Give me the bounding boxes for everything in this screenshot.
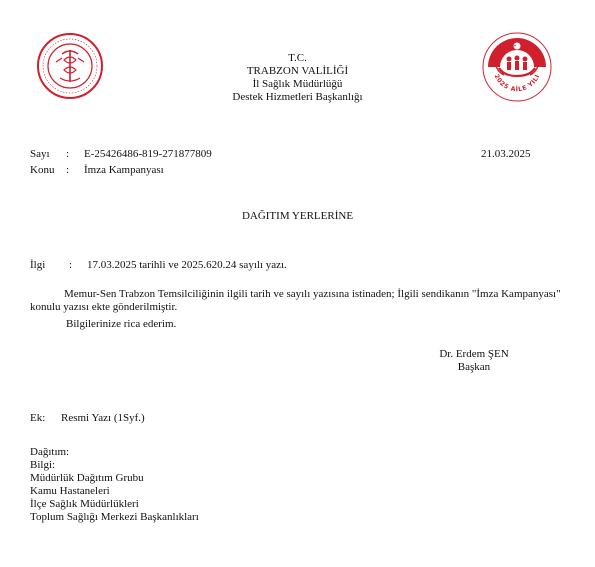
- header-directorate: İl Sağlık Müdürlüğü: [252, 78, 343, 90]
- konu-separator: :: [66, 164, 70, 176]
- sayi-separator: :: [66, 148, 70, 160]
- signatory-name: Dr. Erdem ŞEN: [439, 348, 509, 360]
- distribution-list: [30, 446, 199, 524]
- distribution-bilgi: Bilgi:: [30, 459, 56, 471]
- header-governorship: TRABZON VALİLİĞİ: [246, 65, 349, 77]
- konu-value: İmza Kampanyası: [84, 164, 164, 176]
- distribution-item: Müdürlük Dağıtım Grubu: [30, 472, 144, 484]
- attachment-value: Resmi Yazı (1Syf.): [61, 412, 145, 424]
- distribution-item: Kamu Hastaneleri: [30, 485, 110, 497]
- konu-label: Konu: [30, 164, 55, 176]
- attachment-label: Ek:: [30, 412, 46, 424]
- recipient-heading: DAĞITIM YERLERİNE: [241, 210, 354, 222]
- document-date: 21.03.2025: [481, 148, 531, 160]
- distribution-title: Dağıtım:: [30, 446, 70, 458]
- signatory-title: Başkan: [457, 361, 491, 373]
- header-tc: T.C.: [288, 52, 307, 64]
- ilgi-value: 17.03.2025 tarihli ve 2025.620.24 sayılı yazı.: [87, 259, 287, 271]
- family-year-label: 2025 AİLE YILI: [492, 73, 542, 94]
- ministry-of-health-seal-icon: [36, 32, 104, 100]
- sayi-label: Sayı: [30, 148, 50, 160]
- signature-block: [418, 348, 530, 374]
- header-department: Destek Hizmetleri Başkanlığı: [232, 91, 363, 103]
- closing-line: Bilgilerinize rica ederim.: [66, 318, 177, 330]
- header: [195, 52, 400, 104]
- distribution-item: Toplum Sağlığı Merkezi Başkanlıkları: [30, 511, 199, 523]
- distribution-item: İlçe Sağlık Müdürlükleri: [30, 498, 139, 510]
- body-paragraph: Memur-Sen Trabzon Temsilciliğinin ilgili tarih ve sayılı yazısına istinaden; İlgili sendikanın "İmza Kampanyası" konulu yazısı ekte gönderilmiştir.: [30, 288, 561, 313]
- sayi-value: E-25426486-819-271877809: [84, 148, 212, 160]
- ilgi-label: İlgi: [30, 259, 46, 271]
- family-year-emblem-icon: [482, 32, 552, 102]
- ilgi-separator: :: [69, 259, 73, 271]
